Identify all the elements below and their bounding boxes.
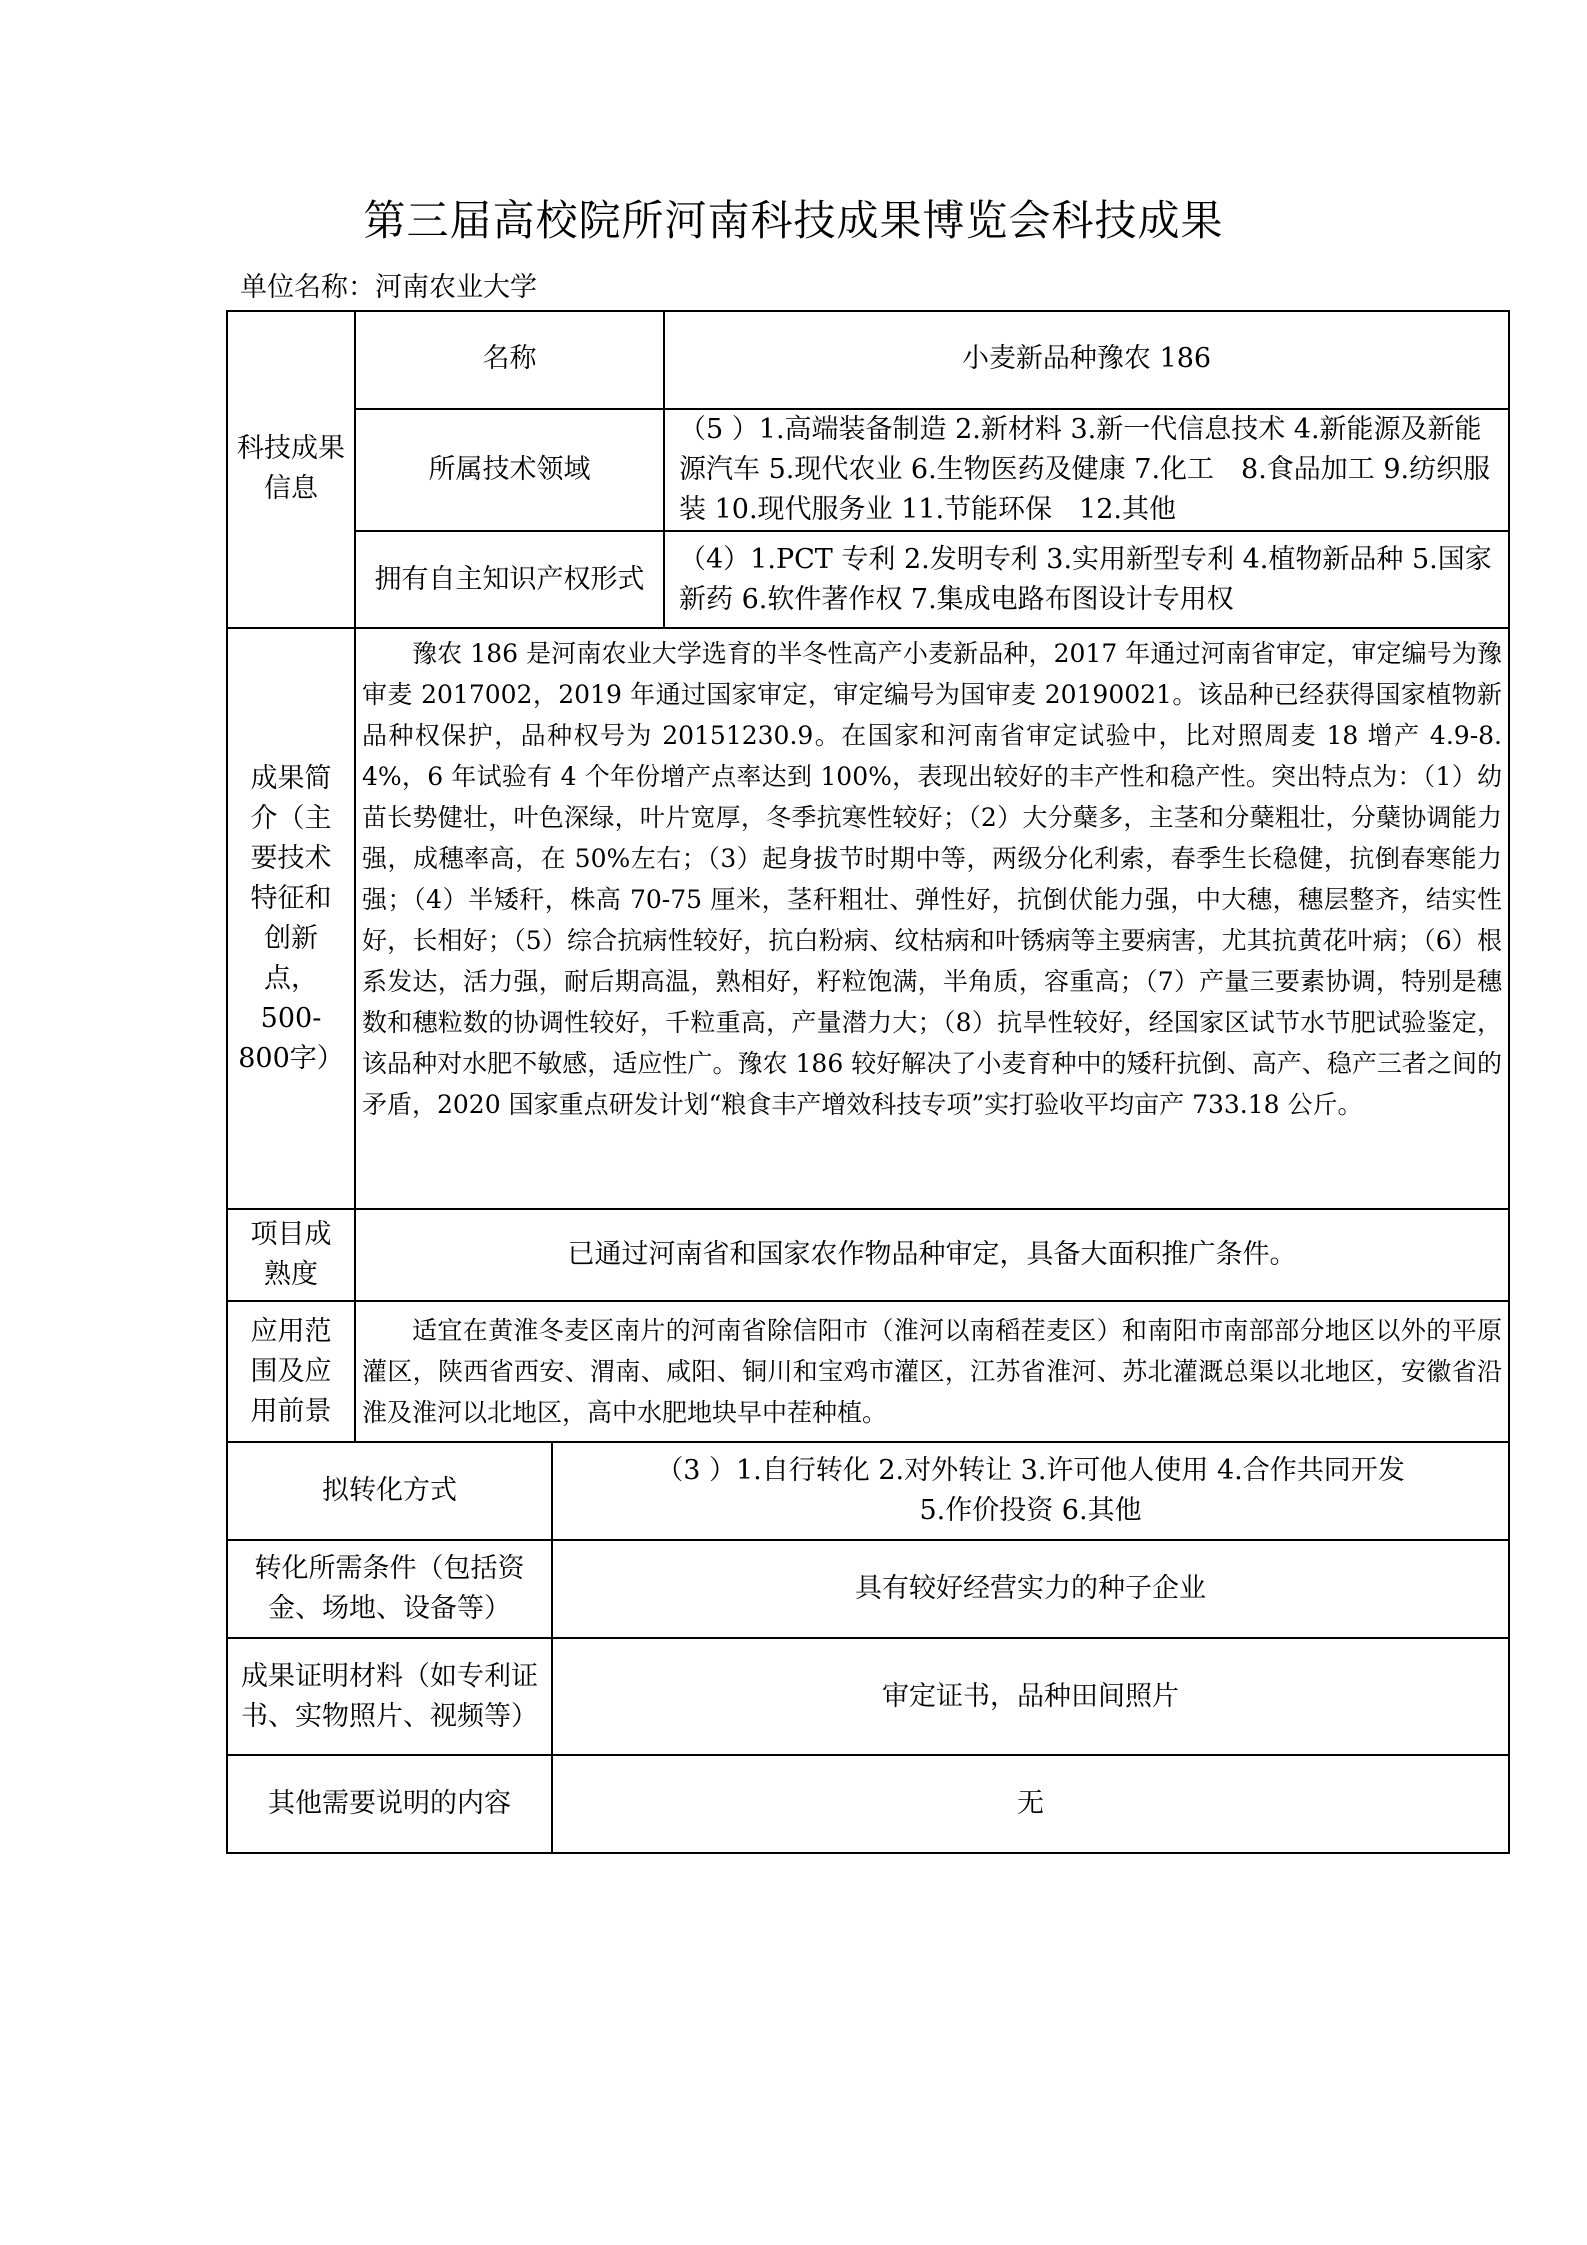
- name-value: 小麦新品种豫农 186: [961, 343, 1212, 374]
- table-border-bottom: [226, 1852, 1510, 1854]
- field-label-cell: [356, 410, 663, 530]
- ip-label: 拥有自主知识产权形式: [374, 563, 645, 595]
- proof-label: 成果证明材料（如专利证书、实物照片、视频等）: [241, 1660, 538, 1732]
- field-value: （5 ）1.高端装备制造 2.新材料 3.新一代信息技术 4.新能源及新能源汽车 5.现代农业 6.生物医药及健康 7.化工 8.食品加工 9.纺织服装 10.现代服务业 11.节能环保 12.其他: [679, 414, 1491, 525]
- conditions-value-cell: [553, 1541, 1508, 1637]
- maturity-label: 项目成熟度: [250, 1219, 332, 1290]
- summary-value-cell: [362, 629, 1502, 1208]
- proof-value-cell: [553, 1639, 1508, 1754]
- conditions-value: 具有较好经营实力的种子企业: [855, 1573, 1206, 1604]
- transfer-value-cell: [553, 1443, 1508, 1539]
- other-label-cell: [228, 1756, 551, 1852]
- info-group-label-cell: [234, 310, 348, 627]
- ip-label-cell: [356, 532, 663, 627]
- maturity-value-cell: [356, 1210, 1508, 1300]
- table-border-left: [226, 310, 228, 1854]
- maturity-value: 已通过河南省和国家农作物品种审定，具备大面积推广条件。: [567, 1239, 1297, 1270]
- unit-name: 单位名称：河南农业大学: [240, 272, 537, 303]
- maturity-label-cell: [238, 1210, 344, 1300]
- ip-value-cell: [679, 532, 1499, 627]
- name-label: 名称: [482, 343, 537, 374]
- summary-label-cell: [238, 629, 344, 1208]
- transfer-label: 拟转化方式: [322, 1475, 457, 1506]
- proof-label-cell: [234, 1639, 545, 1754]
- name-value-cell: [665, 310, 1508, 408]
- ip-value: （4）1.PCT 专利 2.发明专利 3.实用新型专利 4.植物新品种 5.国家新药 6.软件著作权 7.集成电路布图设计专用权: [679, 543, 1492, 615]
- scope-label: 应用范围及应用前景: [250, 1315, 332, 1427]
- other-value: 无: [1017, 1788, 1044, 1819]
- other-label: 其他需要说明的内容: [268, 1788, 511, 1819]
- scope-value-cell: [362, 1302, 1502, 1441]
- other-value-cell: [553, 1756, 1508, 1852]
- summary-label: 成果简介（主要技术特征和创新点，500-800字）: [238, 762, 344, 1074]
- info-group-label: 科技成果信息: [237, 432, 345, 504]
- transfer-label-cell: [228, 1443, 551, 1539]
- name-label-cell: [356, 310, 663, 408]
- transfer-value-line1: （3 ）1.自行转化 2.对外转让 3.许可他人使用 4.合作共同开发: [656, 1455, 1405, 1486]
- proof-value: 审定证书，品种田间照片: [882, 1680, 1179, 1712]
- scope-label-cell: [238, 1302, 344, 1441]
- summary-value: 豫农 186 是河南农业大学选育的半冬性高产小麦新品种，2017 年通过河南省审定，审定编号为豫审麦 2017002，2019 年通过国家审定，审定编号为国审麦 20190021。该品种已经获得国家植物新品种权保护，品种权号为 20151230.9。在国家和河南省审定试验中，比对照周麦 18 增产 4.9-8.4%，6 年试验有 4 个年份增产点率达到 100%，表现出较好的丰产性和稳产性。突出特点为：（1）幼苗长势健壮，叶色深绿，叶片宽厚，冬季抗寒性较好；（2）大分蘖多，主茎和分蘖粗壮，分蘖协调能力强，成穗率高，在 50%左右；（3）起身拔节时期中等，两级分化利索，春季生长稳健，抗倒春寒能力强；（4）半矮秆，株高 70-75 厘米，茎秆粗壮、弹性好，抗倒伏能力强，中大穗，穗层整齐，结实性好，长相好；（5）综合抗病性较好，抗白粉病、纹枯病和叶锈病等主要病害，尤其抗黄花叶病；（6）根系发达，活力强，耐后期高温，熟相好，籽粒饱满，半角质，容重高；（7）产量三要素协调，特别是穗数和穗粒数的协调性较好，千粒重高，产量潜力大；（8）抗旱性较好，经国家区试节水节肥试验鉴定，该品种对水肥不敏感，适应性广。豫农 186 较好解决了小麦育种中的矮秆抗倒、高产、稳产三者之间的矛盾，2020 国家重点研发计划“粮食丰产增效科技专项”实打验收平均亩产 733.18 公斤。: [362, 639, 1502, 1119]
- transfer-value-line2: 5.作价投资 6.其他: [919, 1495, 1142, 1526]
- scope-value: 适宜在黄淮冬麦区南片的河南省除信阳市（淮河以南稻茬麦区）和南阳市南部部分地区以外的平原灌区，陕西省西安、渭南、咸阳、铜川和宝鸡市灌区，江苏省淮河、苏北灌溉总渠以北地区，安徽省沿淮及淮河以北地区，高中水肥地块早中茬种植。: [362, 1316, 1502, 1427]
- document-title: 第三届高校院所河南科技成果博览会科技成果: [363, 196, 1224, 245]
- conditions-label-cell: [234, 1541, 545, 1637]
- conditions-label: 转化所需条件（包括资金、场地、设备等）: [254, 1553, 525, 1624]
- achievement-table: [226, 310, 1510, 1854]
- table-border-right: [1508, 310, 1510, 1854]
- field-label: 所属技术领域: [428, 454, 591, 485]
- field-value-cell: [679, 410, 1499, 530]
